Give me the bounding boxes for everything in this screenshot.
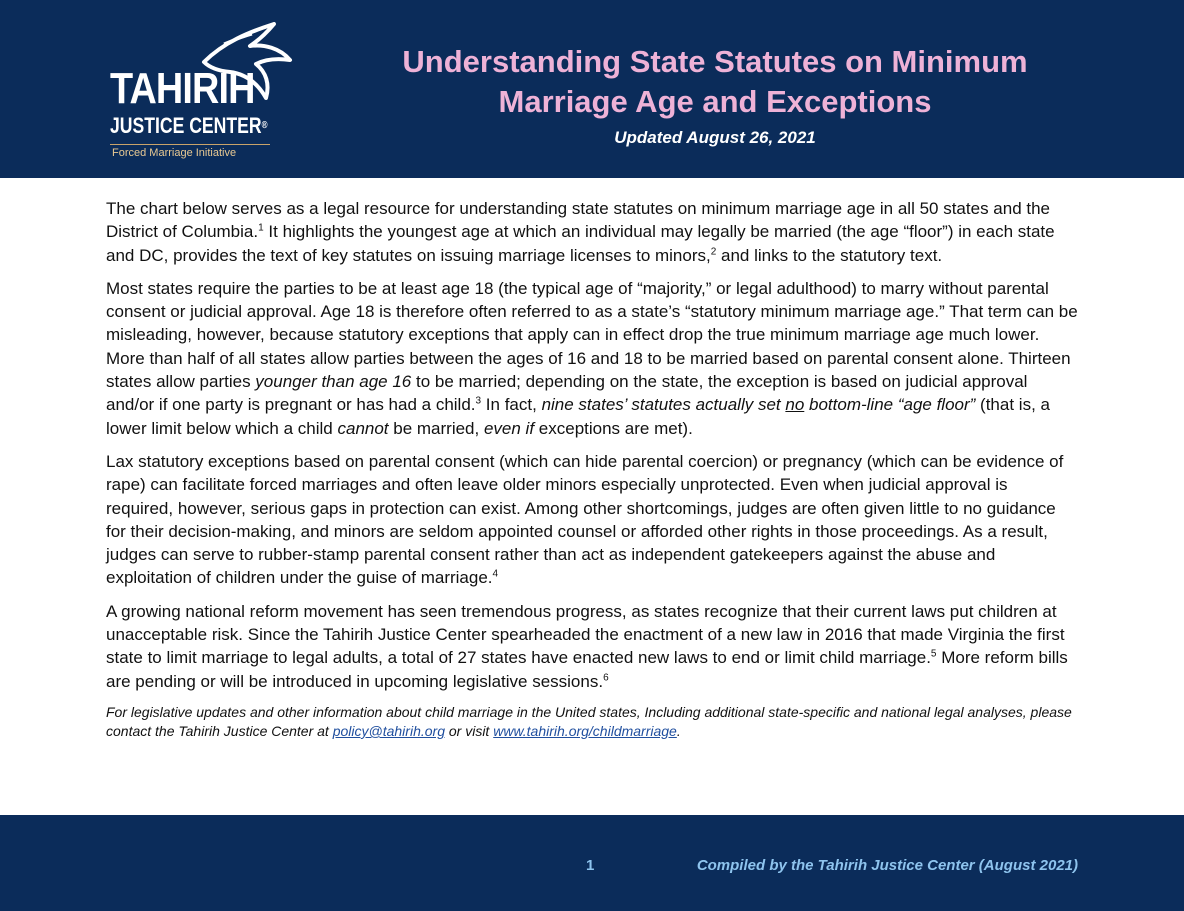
footnote-ref-5[interactable]: 5	[930, 648, 937, 660]
tahirih-logo	[108, 22, 308, 162]
title-line-2: Marriage Age and Exceptions	[498, 84, 932, 119]
footnote-ref-1[interactable]: 1	[258, 222, 264, 234]
logo-name: TAHIRIH	[110, 64, 255, 113]
logo-subtitle: JUSTICE CENTER®	[110, 113, 268, 138]
footnote-ref-2[interactable]: 2	[710, 245, 717, 257]
page-footer	[0, 815, 1184, 911]
page-number: 1	[586, 857, 595, 874]
paragraph-exceptions: Lax statutory exceptions based on parental consent (which can hide parental coercion) or pregnancy (which can be evidence of rape) can facilitate forced marriages and often leave older minors especially unprotected. Even when judicial approval is required, however, serious gaps in protection can exist. Among other shortcomings, judges are often given little to no guidance for their decision-making, and minors are seldom appointed counsel or afforded other rights in those proceedings. As a result, judges can serve to rubber-stamp parental consent rather than act as independent gatekeepers against the abuse and exploitation of children under the guise of marriage.$^4$	[106, 451, 1064, 588]
emphasis-nine-states: nine states’ statutes actually set no bottom-line “age floor”	[541, 395, 976, 415]
footnote-ref-3[interactable]: 3	[475, 395, 482, 407]
logo-divider	[110, 144, 270, 145]
logo-tagline: Forced Marriage Initiative	[112, 147, 237, 159]
title-line-1: Understanding State Statutes on Minimum	[402, 44, 1028, 79]
emphasis-cannot: cannot	[337, 418, 389, 438]
page-header	[0, 0, 1184, 178]
email-link[interactable]: policy@tahirih.org	[332, 722, 445, 739]
contact-note: For legislative updates and other information about child marriage in the United states, Including additional state-specific and national legal analyses, please contact the Tahirih Justice Center at policy@tahirih.org or visit www.tahirih.org/childmarriage.	[106, 703, 1072, 739]
paragraph-statutes: Most states require the parties to be at least age 18 (the typical age of “majority,” or legal adulthood) to marry without parental consent or judicial approval. Age 18 is therefore often referred to as a state’s “statutory minimum marriage age.” That term can be misleading, however, because statutory exceptions that apply can in effect drop the true minimum marriage age much lower. More than half of all states allow parties between the ages of 16 and 18 to be married based on parental consent alone. Thirteen states allow parties younger than age 16 to be married; depending on the state, the exception is based on judicial approval and/or if one party is pregnant or has had a child.$^3$ In fact, nine states’ statutes actually set no bottom-line “age floor” (that is, a lower limit below which a child cannot be married, even if exceptions are met).	[106, 278, 1078, 438]
emphasis-younger-than-16: younger than age 16	[255, 372, 412, 392]
footnote-ref-4[interactable]: 4	[492, 568, 499, 580]
website-link[interactable]: www.tahirih.org/childmarriage	[493, 722, 677, 739]
paragraph-reform: A growing national reform movement has seen tremendous progress, as states recognize that their current laws put children at unacceptable risk. Since the Tahirih Justice Center spearheaded the enactment of a new law in 2016 that made Virginia the first state to limit marriage to legal adults, a total of 27 states have enacted new laws to end or limit child marriage.$^5$ More reform bills are pending or will be introduced in upcoming legislative sessions.$^6$	[106, 601, 1068, 691]
document-body	[106, 197, 1078, 751]
registered-mark: ®	[261, 120, 268, 131]
emphasis-even-if: even if	[483, 418, 535, 438]
page-title	[330, 42, 1100, 122]
updated-date: Updated August 26, 2021	[614, 128, 816, 147]
footnote-ref-6[interactable]: 6	[603, 671, 609, 683]
footer-credit: Compiled by the Tahirih Justice Center (August 2021)	[696, 857, 1078, 874]
paragraph-intro: The chart below serves as a legal resource for understanding state statutes on minimum marriage age in all 50 states and the District of Columbia.$^1$ It highlights the youngest age at which an individual may legally be married (the age “floor”) in each state and DC, provides the text of key statutes on issuing marriage licenses to minors,$^2$ and links to the statutory text.	[106, 199, 1055, 265]
